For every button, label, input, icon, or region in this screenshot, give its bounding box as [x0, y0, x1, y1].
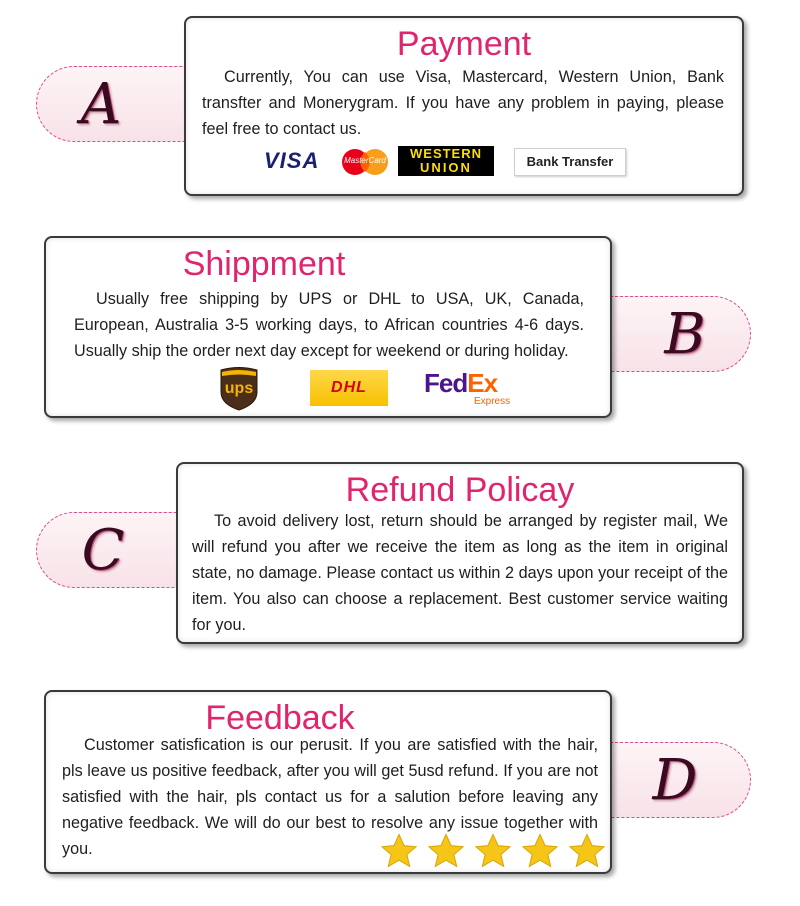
payment-text: Currently, You can use Visa, Mastercard, Western Union, Bank transfter and Monerygram. If you have any problem in paying, please feel free to contact us. — [202, 68, 724, 138]
dhl-logo — [310, 370, 388, 406]
star-icon — [474, 832, 512, 870]
shipment-text: Usually free shipping by UPS or DHL to USA, UK, Canada, European, Australia 3-5 working days, to African countries 4-6 days. Usually ship the order next day except for weekend or during holiday. — [74, 290, 584, 360]
shipment-text-block — [74, 286, 584, 364]
payment-card — [184, 16, 744, 196]
star-icon — [380, 832, 418, 870]
feedback-text: Customer satisfication is our perusit. If you are satisfied with the hair, pls leave us positive feedback, after you will get 5usd refund. If you are not satisfied with the hair, pls contact us for a salution before leaving any negative feedback. We will do our best to resolve any issue together with you. — [62, 736, 598, 858]
feedback-card — [44, 690, 612, 874]
letter-d: D — [652, 748, 698, 813]
western-union-line-1: WESTERN — [410, 146, 482, 161]
payment-text-block — [202, 64, 724, 142]
ups-label: ups — [224, 380, 254, 397]
letter-a: A — [80, 72, 122, 137]
ups-logo — [216, 366, 262, 412]
letter-c: C — [81, 518, 125, 583]
mastercard-logo — [338, 148, 392, 176]
western-union-line-2: UNION — [420, 160, 472, 175]
refund-title: Refund Policay — [345, 471, 575, 509]
star-icon — [568, 832, 606, 870]
rating-stars — [380, 832, 610, 872]
visa-logo: VISA — [264, 148, 320, 173]
payment-title: Payment — [396, 25, 532, 63]
star-icon — [521, 832, 559, 870]
fedex-logo — [424, 368, 534, 412]
shipment-card — [44, 236, 612, 418]
bank-transfer-logo: Bank Transfer — [514, 148, 626, 176]
western-union-logo — [398, 146, 494, 176]
fedex-fed: Fed — [424, 368, 468, 398]
letter-b: B — [664, 302, 706, 367]
mastercard-label: MasterCard — [344, 156, 386, 165]
shipment-title: Shippment — [182, 245, 346, 283]
feedback-title: Feedback — [205, 699, 355, 737]
refund-text-block — [192, 508, 728, 638]
fedex-express: Express — [474, 396, 511, 407]
fedex-ex: Ex — [467, 368, 498, 398]
star-icon — [427, 832, 465, 870]
dhl-label: DHL — [331, 379, 367, 396]
refund-card — [176, 462, 744, 644]
refund-text: To avoid delivery lost, return should be arranged by register mail, We will refund you after we receive the item as long as the item in original state, no damage. Please contact us within 2 days upon your receipt of the item. You also can choose a replacement. Best customer service waiting for you. — [192, 512, 728, 634]
